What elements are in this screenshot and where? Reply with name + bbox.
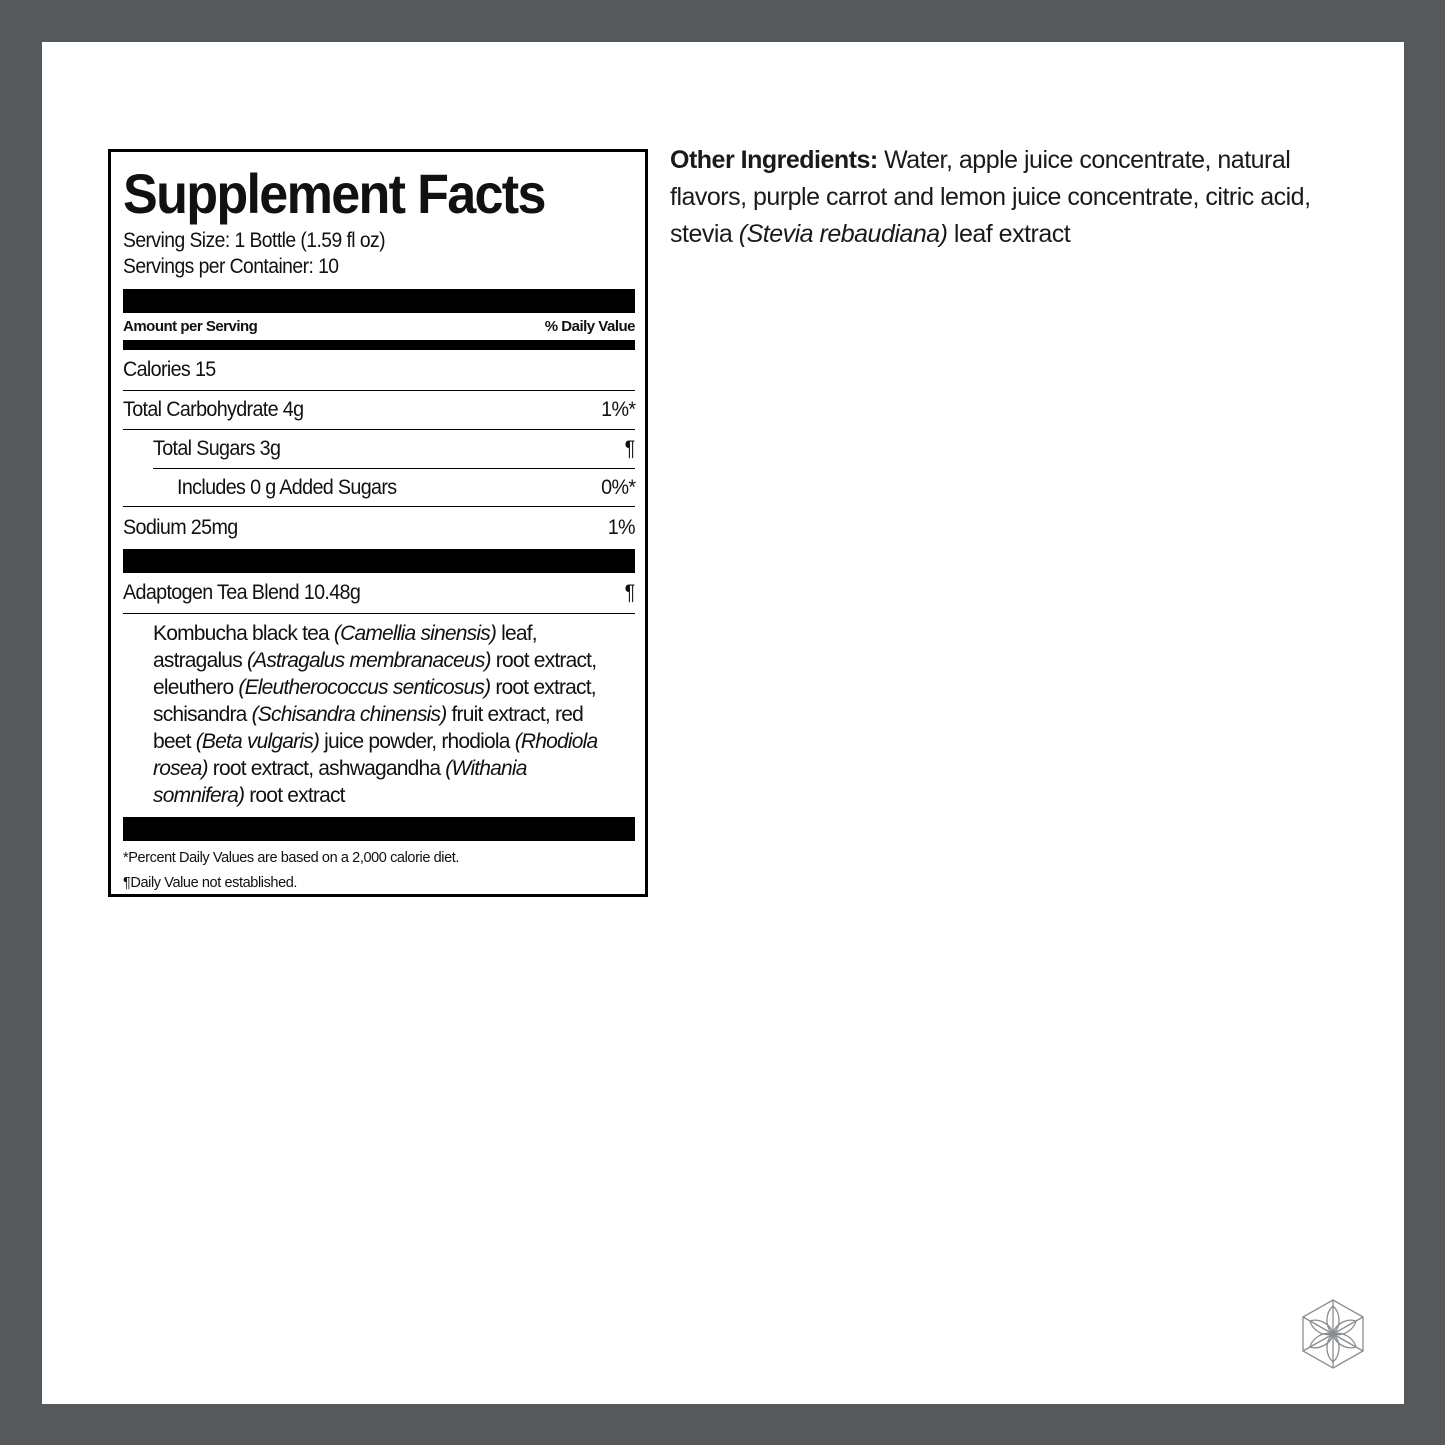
- botanical-name: (Withania: [445, 757, 527, 780]
- nutrient-dv: 1%: [607, 516, 635, 539]
- flower-of-life-hexagon-icon: [1300, 1298, 1366, 1370]
- botanical-name: (Eleutherococcus senticosus): [238, 676, 491, 699]
- nutrient-row-total-sugars: [153, 430, 635, 469]
- botanical-name: somnifera): [153, 784, 245, 807]
- botanical-name: (Beta vulgaris): [195, 730, 320, 753]
- botanical-name: (Stevia rebaudiana): [738, 220, 948, 248]
- servings-per-container: Servings per Container: 10: [123, 255, 339, 278]
- blend-text: eleuthero: [153, 676, 239, 699]
- blend-text: beet: [153, 730, 196, 753]
- nutrient-row-sodium: [123, 507, 635, 549]
- blend-text: root extract, ashwagandha: [207, 757, 446, 780]
- other-ingredients-text: Water, apple juice concentrate, natural flavors, purple carrot and lemon juice concentrate, citric acid, stevia: [670, 146, 1311, 248]
- blend-ingredients: [153, 620, 635, 809]
- facts-title: Supplement Facts: [123, 162, 545, 225]
- nutrient-dv: 0%*: [600, 475, 635, 499]
- nutrient-row-added-sugars: [123, 469, 635, 507]
- blend-label: Adaptogen Tea Blend 10.48g: [123, 581, 361, 604]
- botanical-name: (Rhodiola: [514, 730, 598, 753]
- divider-thick: [123, 549, 635, 573]
- supplement-facts-label: [108, 149, 648, 897]
- other-ingredients-label: Other Ingredients:: [670, 146, 878, 174]
- blend-row: [123, 573, 635, 614]
- divider-medium: [123, 340, 635, 350]
- nutrient-label: Total Carbohydrate 4g: [123, 398, 304, 421]
- blend-text: Kombucha black tea: [153, 622, 334, 645]
- footnote-percent: *Percent Daily Values are based on a 2,000 calorie diet.: [123, 850, 460, 866]
- nutrient-label: Total Sugars 3g: [153, 437, 281, 460]
- blend-text: schisandra: [153, 703, 252, 726]
- divider-thick: [123, 817, 635, 841]
- amount-header: Amount per Serving: [123, 318, 258, 335]
- blend-text: root extract,: [490, 676, 596, 699]
- blend-text: leaf,: [496, 622, 537, 645]
- blend-text: fruit extract, red: [446, 703, 583, 726]
- nutrient-row-calories: [123, 350, 635, 391]
- nutrient-dv: ¶: [625, 437, 635, 460]
- nutrient-label: Calories 15: [123, 358, 216, 381]
- dv-header: % Daily Value: [544, 318, 635, 335]
- nutrient-label: Sodium 25mg: [123, 516, 238, 539]
- nutrient-row-carbohydrate: [123, 391, 635, 430]
- blend-text: juice powder, rhodiola: [319, 730, 515, 753]
- facts-header-row: [123, 313, 635, 340]
- product-panel: [42, 42, 1404, 1404]
- blend-text: root extract: [244, 784, 345, 807]
- botanical-name: (Camellia sinensis): [333, 622, 497, 645]
- footnote-dv-not-established: ¶Daily Value not established.: [123, 875, 298, 891]
- serving-size: Serving Size: 1 Bottle (1.59 fl oz): [123, 229, 386, 252]
- nutrient-label: Includes 0 g Added Sugars: [177, 475, 397, 499]
- blend-text: astragalus: [153, 649, 247, 672]
- botanical-name: rosea): [153, 757, 208, 780]
- nutrient-dv: 1%*: [600, 398, 635, 421]
- blend-dv: ¶: [625, 581, 635, 604]
- botanical-name: (Astragalus membranaceus): [246, 649, 491, 672]
- divider-thick: [123, 289, 635, 313]
- blend-text: root extract,: [490, 649, 597, 672]
- other-ingredients-text: leaf extract: [947, 220, 1071, 248]
- botanical-name: (Schisandra chinensis): [251, 703, 447, 726]
- other-ingredients: [670, 142, 1350, 253]
